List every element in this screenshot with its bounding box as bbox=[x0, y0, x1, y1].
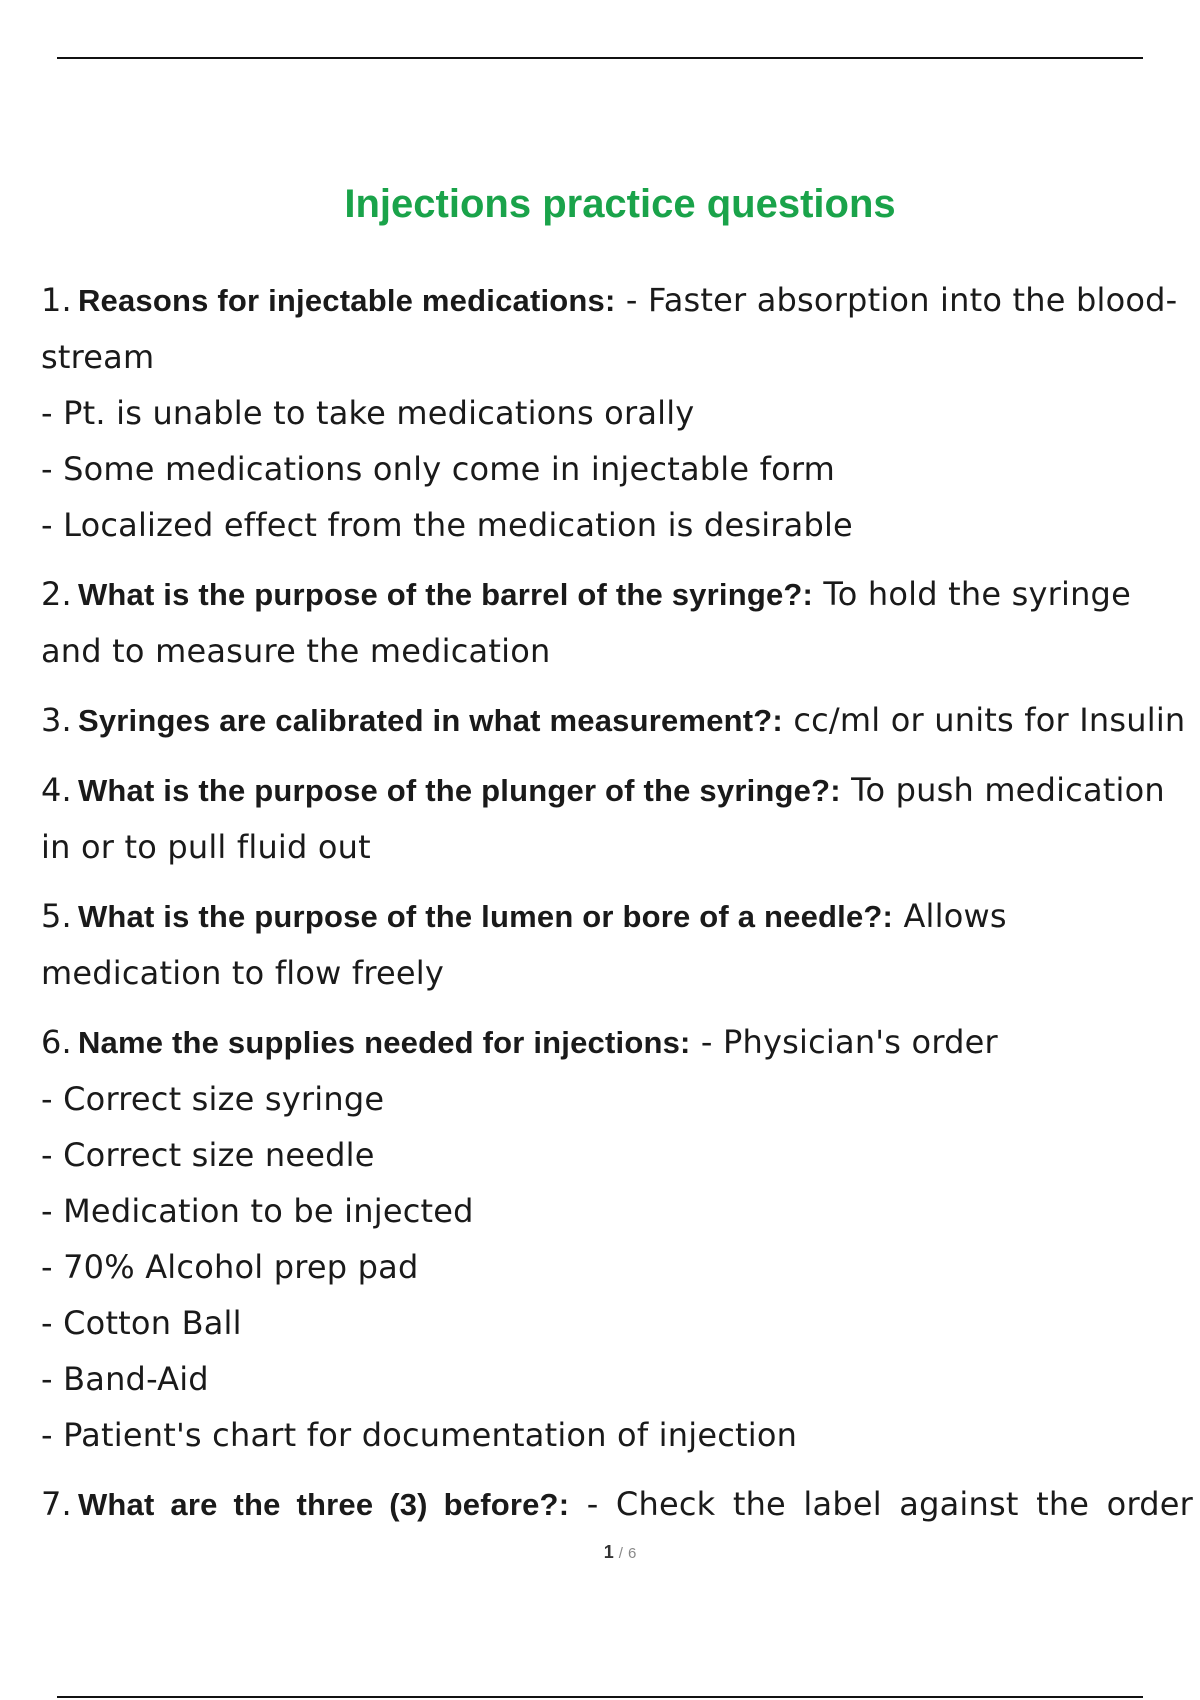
question-4 bbox=[41, 762, 1193, 875]
question-text bbox=[41, 888, 1193, 1001]
question-5 bbox=[41, 888, 1193, 1001]
current-page: 1 bbox=[603, 1542, 614, 1562]
question-answer: - Check the label against the order bbox=[569, 1485, 1193, 1523]
answer-line: - Correct size syringe bbox=[41, 1080, 385, 1118]
question-number: 7. bbox=[41, 1485, 72, 1523]
answer-line: - Some medications only come in injectable form bbox=[41, 450, 836, 488]
question-term: What is the purpose of the barrel of the syringe?: bbox=[77, 577, 814, 612]
question-term: Reasons for injectable medications: bbox=[77, 283, 616, 318]
question-term: What is the purpose of the lumen or bore of a needle?: bbox=[77, 899, 894, 934]
answer-line: - Correct size needle bbox=[41, 1136, 375, 1174]
question-number: 3. bbox=[41, 701, 72, 739]
answer-line: - Localized effect from the medication is desirable bbox=[41, 506, 853, 544]
question-1 bbox=[41, 272, 1193, 553]
question-answer: cc/ml or units for Insulin bbox=[782, 701, 1186, 739]
answer-line: - 70% Alcohol prep pad bbox=[41, 1248, 419, 1286]
question-term: Syringes are calibrated in what measurement?: bbox=[77, 703, 783, 738]
question-text bbox=[41, 762, 1193, 875]
answer-line: - Medication to be injected bbox=[41, 1192, 474, 1230]
question-text bbox=[41, 566, 1193, 679]
question-text bbox=[41, 692, 1193, 749]
bottom-rule bbox=[57, 1696, 1143, 1698]
answer-line: - Pt. is unable to take medications orally bbox=[41, 394, 695, 432]
question-3 bbox=[41, 692, 1193, 749]
question-7 bbox=[41, 1476, 1193, 1533]
answer-line: - Patient's chart for documentation of injection bbox=[41, 1416, 798, 1454]
question-number: 4. bbox=[41, 771, 72, 809]
page-separator: / bbox=[618, 1545, 623, 1562]
question-answer: To push medication in or to pull fluid out bbox=[41, 771, 1165, 866]
question-number: 6. bbox=[41, 1023, 72, 1061]
question-answer: - Faster absorption into the blood- stream bbox=[41, 281, 1178, 376]
question-number: 5. bbox=[41, 897, 72, 935]
page-title: Injections practice questions bbox=[344, 182, 896, 226]
question-term: What is the purpose of the plunger of the syringe?: bbox=[77, 773, 841, 808]
total-pages: 6 bbox=[627, 1545, 637, 1562]
question-answer: To hold the syringe and to measure the medication bbox=[41, 575, 1131, 670]
question-2 bbox=[41, 566, 1193, 679]
question-text bbox=[41, 1476, 1193, 1533]
question-text bbox=[41, 1014, 1193, 1071]
question-6 bbox=[41, 1014, 1193, 1463]
answer-line: - Cotton Ball bbox=[41, 1304, 242, 1342]
top-rule bbox=[57, 57, 1143, 59]
answer-line: - Band-Aid bbox=[41, 1360, 209, 1398]
question-number: 2. bbox=[41, 575, 72, 613]
question-text bbox=[41, 272, 1193, 385]
question-answer: - Physician's order bbox=[690, 1023, 998, 1061]
question-answer: Allows medication to flow freely bbox=[41, 897, 1007, 992]
question-term: Name the supplies needed for injections: bbox=[77, 1025, 691, 1060]
question-list bbox=[41, 272, 1193, 1546]
question-number: 1. bbox=[41, 281, 72, 319]
question-term: What are the three (3) before?: bbox=[77, 1487, 570, 1522]
page-indicator bbox=[0, 1542, 1200, 1563]
